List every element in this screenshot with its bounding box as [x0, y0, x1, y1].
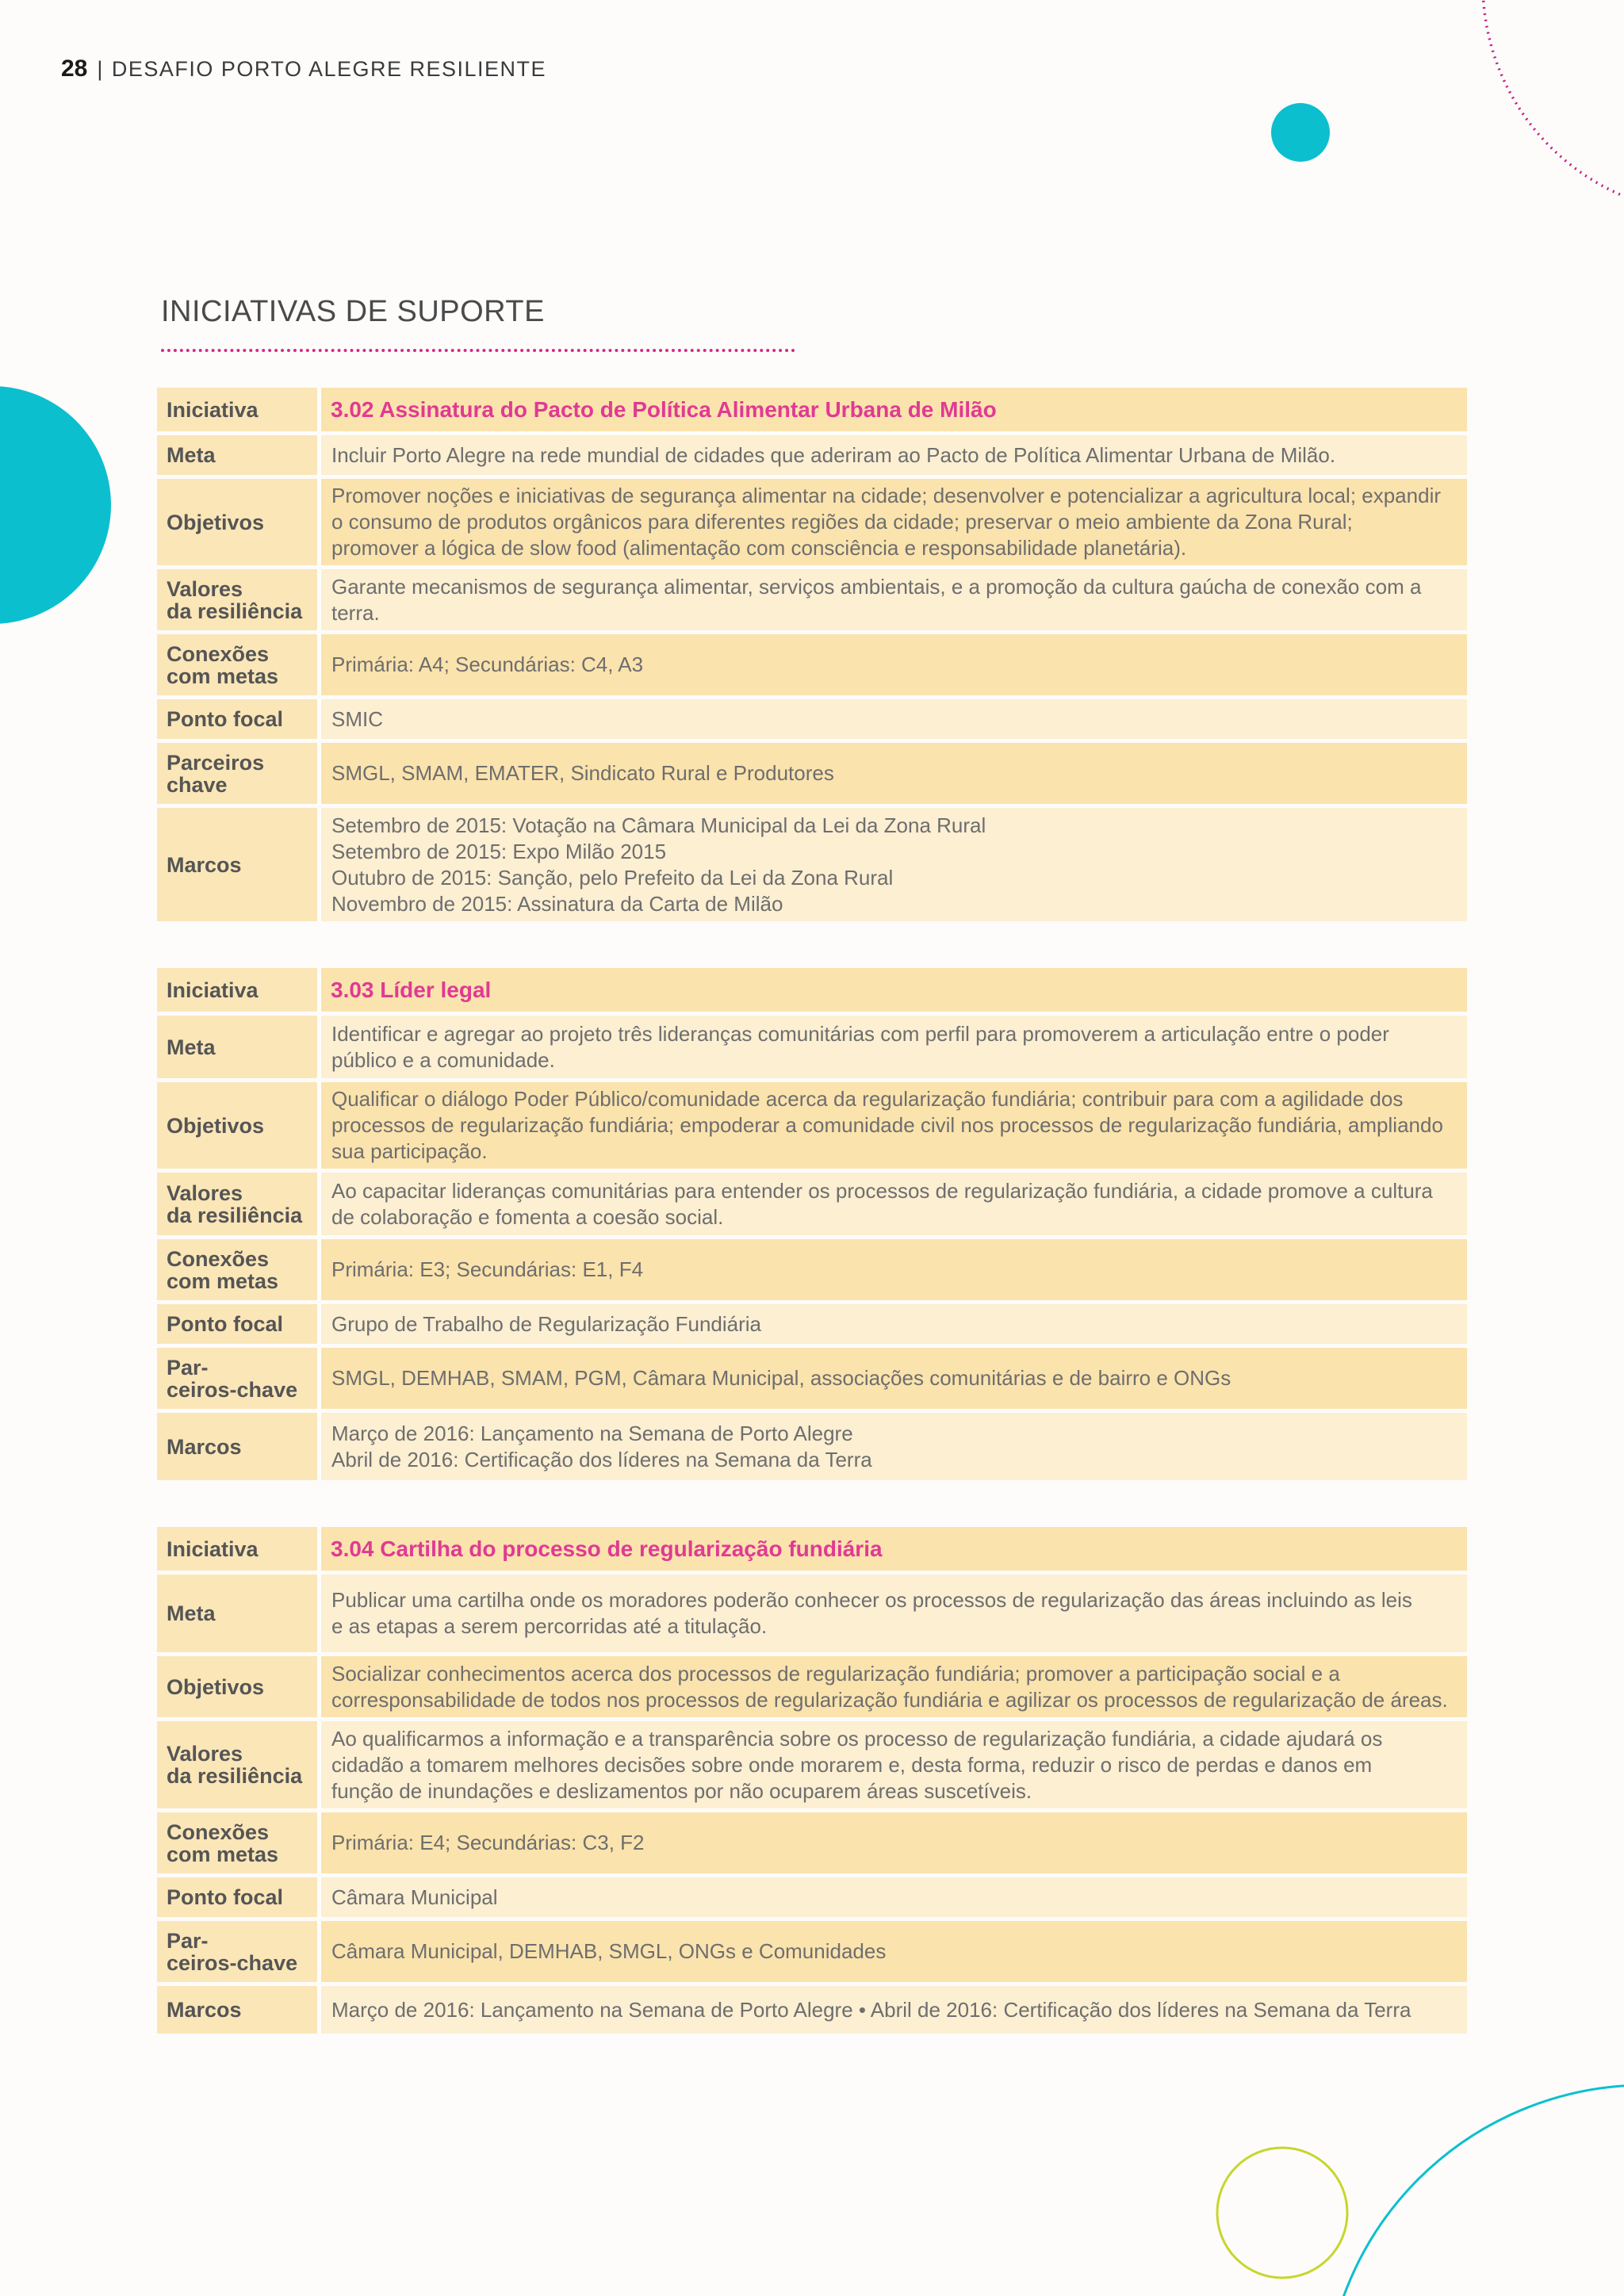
text-line: Promover noções e iniciativas de segurança alimentar na cidade; desenvolver e potencializar a agricultura local; expandir	[331, 484, 1441, 507]
label-objetivos: Objetivos	[157, 1082, 321, 1169]
label-meta: Meta	[157, 1016, 321, 1078]
text-line: função de inundações e deslizamentos por não ocuparem áreas suscetíveis.	[331, 1778, 1032, 1803]
teal-dot-top-right	[1271, 103, 1330, 162]
value-conexoes: Primária: E3; Secundárias: E1, F4	[321, 1239, 1467, 1300]
row-objetivos	[157, 479, 1467, 565]
row-valores	[157, 569, 1467, 630]
value-objetivos	[321, 1082, 1467, 1169]
label-parceiros	[157, 1348, 321, 1409]
label-meta: Meta	[157, 435, 321, 475]
dotted-arc-top-right	[1483, 0, 1624, 214]
label-line: Valores	[167, 576, 243, 601]
value-marcos: Março de 2016: Lançamento na Semana de Porto Alegre • Abril de 2016: Certificação dos líderes na Semana da Terra	[321, 1986, 1467, 2034]
value-objetivos	[321, 479, 1467, 565]
label-line: ceiros-chave	[167, 1950, 298, 1975]
milestone: Março de 2016: Lançamento na Semana de Porto Alegre	[331, 1421, 853, 1445]
value-parceiros: SMGL, SMAM, EMATER, Sindicato Rural e Produtores	[321, 743, 1467, 804]
row-parceiros	[157, 1348, 1467, 1409]
label-iniciativa: Iniciativa	[157, 388, 321, 431]
label-marcos: Marcos	[157, 1986, 321, 2034]
value-ponto-focal: Câmara Municipal	[321, 1877, 1467, 1917]
teal-arc-bottom-right	[1324, 2085, 1624, 2296]
label-ponto-focal: Ponto focal	[157, 1877, 321, 1917]
value-ponto-focal: Grupo de Trabalho de Regularização Fundiária	[321, 1304, 1467, 1344]
text-line: cidadão a tomarem melhores decisões sobre onde morarem e, desta forma, reduzir o risco de perdas e danos em	[331, 1752, 1373, 1777]
label-valores	[157, 569, 321, 630]
label-marcos: Marcos	[157, 808, 321, 921]
text-line: de colaboração e fomenta a coesão social.	[331, 1204, 724, 1229]
value-valores	[321, 569, 1467, 630]
label-objetivos: Objetivos	[157, 1656, 321, 1717]
row-iniciativa	[157, 1527, 1467, 1571]
text-line: processos de regularização fundiária; empoderar a comunidade civil nos processos de regularização fundiária, ampliando	[331, 1113, 1443, 1137]
label-line: Conexões	[167, 1820, 270, 1844]
row-meta	[157, 1016, 1467, 1078]
label-line: Valores	[167, 1742, 243, 1766]
text-line: Qualificar o diálogo Poder Público/comunidade acerca da regularização fundiária; contribuir para com a agilidade dos	[331, 1087, 1404, 1111]
text-line: Publicar uma cartilha onde os moradores poderão conhecer os processos de regularização das áreas incluindo as leis	[331, 1588, 1412, 1612]
text-line: e as etapas a serem percorridas até a titulação.	[331, 1614, 768, 1638]
row-conexoes	[157, 1239, 1467, 1300]
label-line: da resiliência	[167, 599, 303, 623]
text-line: Ao capacitar lideranças comunitárias para entender os processos de regularização fundiária, a cidade promove a cultura	[331, 1178, 1433, 1203]
label-line: Conexões	[167, 1246, 270, 1271]
text-line: Ao qualificarmos a informação e a transparência sobre os processo de regularização fundiária, a cidade ajudará os	[331, 1726, 1383, 1751]
row-meta	[157, 435, 1467, 475]
value-valores	[321, 1173, 1467, 1235]
row-marcos	[157, 1413, 1467, 1480]
text-line: corresponsabilidade de todos nos processos de regularização fundiária e agilizar os processos de regularização de áreas.	[331, 1687, 1448, 1712]
row-iniciativa	[157, 968, 1467, 1012]
value-ponto-focal: SMIC	[321, 699, 1467, 739]
text-line: público e a comunidade.	[331, 1047, 555, 1072]
row-conexoes	[157, 1812, 1467, 1873]
milestone: Outubro de 2015: Sanção, pelo Prefeito da Lei da Zona Rural	[331, 865, 894, 890]
initiative-title: 3.02 Assinatura do Pacto de Política Alimentar Urbana de Milão	[321, 388, 1467, 431]
label-line: com metas	[167, 1842, 279, 1866]
row-conexoes	[157, 634, 1467, 695]
label-line: Parceiros	[167, 750, 265, 775]
initiative-table-3-02	[157, 384, 1467, 925]
label-meta: Meta	[157, 1575, 321, 1652]
label-line: Par-	[167, 1928, 209, 1953]
label-ponto-focal: Ponto focal	[157, 699, 321, 739]
text-line: Garante mecanismos de segurança alimentar, serviços ambientais, e a promoção da cultura gaúcha de conexão com a terra.	[331, 574, 1422, 625]
label-line: com metas	[167, 1269, 279, 1293]
value-parceiros: SMGL, DEMHAB, SMAM, PGM, Câmara Municipal, associações comunitárias e de bairro e ONGs	[321, 1348, 1467, 1409]
initiative-table-3-04	[157, 1523, 1467, 2038]
lime-ring-bottom	[1217, 2148, 1347, 2278]
text-line: o consumo de produtos orgânicos para diferentes regiões da cidade; preservar o meio ambiente da Zona Rural;	[331, 510, 1353, 534]
label-line: ceiros-chave	[167, 1377, 298, 1402]
row-meta	[157, 1575, 1467, 1652]
row-parceiros	[157, 1921, 1467, 1982]
value-parceiros: Câmara Municipal, DEMHAB, SMGL, ONGs e Comunidades	[321, 1921, 1467, 1982]
label-conexoes	[157, 634, 321, 695]
milestone: Novembro de 2015: Assinatura da Carta de Milão	[331, 891, 783, 916]
label-line: com metas	[167, 664, 279, 688]
section-title-underline	[161, 349, 795, 352]
label-ponto-focal: Ponto focal	[157, 1304, 321, 1344]
row-ponto-focal	[157, 699, 1467, 739]
label-parceiros	[157, 1921, 321, 1982]
row-marcos	[157, 1986, 1467, 2034]
value-marcos	[321, 1413, 1467, 1480]
label-parceiros	[157, 743, 321, 804]
value-meta	[321, 1575, 1467, 1652]
section-title: INICIATIVAS DE SUPORTE	[161, 295, 545, 328]
document-title: DESAFIO PORTO ALEGRE RESILIENTE	[111, 57, 547, 81]
label-line: Par-	[167, 1355, 209, 1380]
label-line: Valores	[167, 1181, 243, 1205]
label-marcos: Marcos	[157, 1413, 321, 1480]
initiative-title: 3.03 Líder legal	[321, 968, 1467, 1012]
text-line: Socializar conhecimentos acerca dos processos de regularização fundiária; promover a participação social e a	[331, 1661, 1340, 1686]
header-separator: |	[97, 57, 104, 81]
value-conexoes: Primária: A4; Secundárias: C4, A3	[321, 634, 1467, 695]
text-line: promover a lógica de slow food (alimentação com consciência e responsabilidade planetária).	[331, 536, 1187, 560]
value-meta: Incluir Porto Alegre na rede mundial de cidades que aderiram ao Pacto de Política Alimentar Urbana de Milão.	[321, 435, 1467, 475]
label-conexoes	[157, 1812, 321, 1873]
row-valores	[157, 1173, 1467, 1235]
label-valores	[157, 1173, 321, 1235]
row-iniciativa	[157, 388, 1467, 431]
page-header	[61, 55, 546, 82]
row-ponto-focal	[157, 1304, 1467, 1344]
value-marcos	[321, 808, 1467, 921]
label-valores	[157, 1721, 321, 1808]
row-ponto-focal	[157, 1877, 1467, 1917]
label-conexoes	[157, 1239, 321, 1300]
label-iniciativa: Iniciativa	[157, 968, 321, 1012]
label-line: da resiliência	[167, 1203, 303, 1227]
row-objetivos	[157, 1656, 1467, 1717]
initiative-table-3-03	[157, 964, 1467, 1484]
label-line: chave	[167, 772, 228, 797]
text-line: sua participação.	[331, 1139, 488, 1163]
row-valores	[157, 1721, 1467, 1808]
teal-semicircle-left	[0, 386, 111, 624]
value-objetivos	[321, 1656, 1467, 1717]
milestone: Abril de 2016: Certificação dos líderes na Semana da Terra	[331, 1447, 872, 1471]
initiative-title: 3.04 Cartilha do processo de regularização fundiária	[321, 1527, 1467, 1571]
page-number: 28	[61, 55, 88, 82]
row-objetivos	[157, 1082, 1467, 1169]
row-marcos	[157, 808, 1467, 921]
label-line: da resiliência	[167, 1764, 303, 1788]
text-line: Identificar e agregar ao projeto três lideranças comunitárias com perfil para promoverem a articulação entre o poder	[331, 1021, 1389, 1046]
value-meta	[321, 1016, 1467, 1078]
label-objetivos: Objetivos	[157, 479, 321, 565]
value-conexoes: Primária: E4; Secundárias: C3, F2	[321, 1812, 1467, 1873]
milestone: Setembro de 2015: Votação na Câmara Municipal da Lei da Zona Rural	[331, 813, 986, 837]
label-line: Conexões	[167, 641, 270, 666]
milestone: Setembro de 2015: Expo Milão 2015	[331, 839, 667, 863]
value-valores	[321, 1721, 1467, 1808]
row-parceiros	[157, 743, 1467, 804]
label-iniciativa: Iniciativa	[157, 1527, 321, 1571]
